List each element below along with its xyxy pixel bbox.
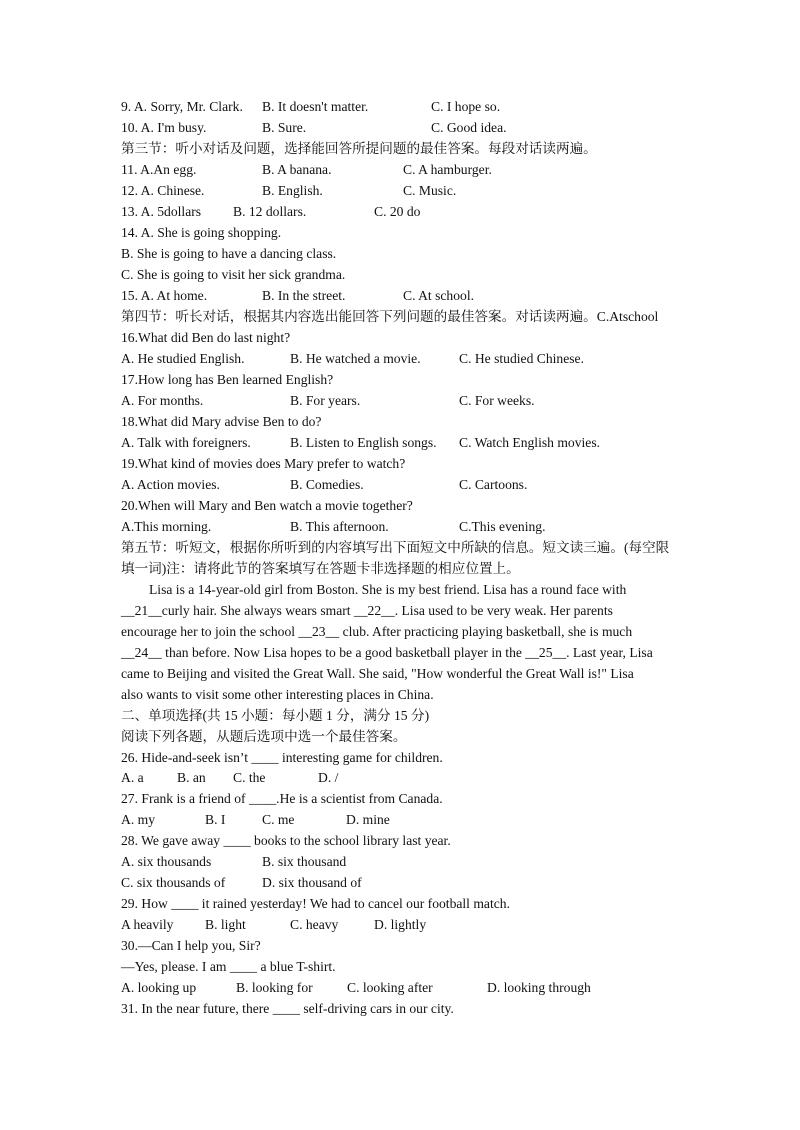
option-b[interactable]: B. 12 dollars. <box>233 204 307 219</box>
question-14-option-c[interactable]: C. She is going to visit her sick grandma. <box>121 267 346 282</box>
option-c[interactable]: C. looking after <box>347 980 433 995</box>
question-29-stem: 29. How ____ it rained yesterday! We had to cancel our football match. <box>121 896 510 911</box>
option-b[interactable]: B. In the street. <box>262 288 346 303</box>
option-d[interactable]: D. looking through <box>487 980 591 995</box>
question-17-stem: 17.How long has Ben learned English? <box>121 372 334 387</box>
option-a[interactable]: 10. A. I'm busy. <box>121 120 207 135</box>
option-a[interactable]: 11. A.An egg. <box>121 162 197 177</box>
option-a[interactable]: A. Talk with foreigners. <box>121 435 251 450</box>
option-c[interactable]: C.This evening. <box>459 519 546 534</box>
option-d[interactable]: D. / <box>318 770 339 785</box>
option-c[interactable]: C. Good idea. <box>431 120 507 135</box>
option-a[interactable]: A. Action movies. <box>121 477 220 492</box>
question-30-stem-2: —Yes, please. I am ____ a blue T-shirt. <box>121 959 336 974</box>
option-a[interactable]: A. my <box>121 812 155 827</box>
option-c[interactable]: C. For weeks. <box>459 393 535 408</box>
option-a[interactable]: A. a <box>121 770 144 785</box>
option-a[interactable]: A. six thousands <box>121 854 212 869</box>
option-a[interactable]: 15. A. At home. <box>121 288 208 303</box>
option-a[interactable]: A. He studied English. <box>121 351 245 366</box>
option-c[interactable]: C. Music. <box>403 183 457 198</box>
question-16-stem: 16.What did Ben do last night? <box>121 330 291 345</box>
passage-line: came to Beijing and visited the Great Wall. She said, "How wonderful the Great Wall is!" Lisa <box>121 666 634 681</box>
option-b[interactable]: B. I <box>205 812 226 827</box>
option-c[interactable]: C. A hamburger. <box>403 162 492 177</box>
option-c[interactable]: C. the <box>233 770 266 785</box>
option-b[interactable]: B. This afternoon. <box>290 519 389 534</box>
option-b[interactable]: B. He watched a movie. <box>290 351 421 366</box>
option-a[interactable]: A. looking up <box>121 980 197 995</box>
option-b[interactable]: B. light <box>205 917 246 932</box>
option-c[interactable]: C. At school. <box>403 288 474 303</box>
question-31-stem: 31. In the near future, there ____ self-driving cars in our city. <box>121 1001 454 1016</box>
passage-line: __21__curly hair. She always wears smart __22__. Lisa used to be very weak. Her parents <box>121 603 613 618</box>
section-3-instruction: 第三节：听小对话及问题，选择能回答所提问题的最佳答案。每段对话读两遍。 <box>121 141 597 156</box>
option-a[interactable]: A. For months. <box>121 393 204 408</box>
passage-line: Lisa is a 14-year-old girl from Boston. She is my best friend. Lisa has a round face with <box>149 582 627 597</box>
question-19-stem: 19.What kind of movies does Mary prefer to watch? <box>121 456 406 471</box>
passage-line: __24__ than before. Now Lisa hopes to be a good basketball player in the __25__. Last year, Lisa <box>121 645 653 660</box>
option-c[interactable]: C. I hope so. <box>431 99 501 114</box>
option-b[interactable]: B. English. <box>262 183 323 198</box>
part-2-heading: 二、单项选择(共 15 小题：每小题 1 分，满分 15 分) <box>121 708 430 723</box>
option-c[interactable]: C. Cartoons. <box>459 477 528 492</box>
option-b[interactable]: B. A banana. <box>262 162 332 177</box>
section-4-instruction: 第四节：听长对话，根据其内容选出能回答下列问题的最佳答案。对话读两遍。C.Atschool <box>121 309 659 324</box>
option-a[interactable]: 13. A. 5dollars <box>121 204 202 219</box>
option-c[interactable]: C. heavy <box>290 917 339 932</box>
question-18-stem: 18.What did Mary advise Ben to do? <box>121 414 322 429</box>
option-b[interactable]: B. For years. <box>290 393 361 408</box>
section-5-instruction-line-1: 第五节：听短文，根据你所听到的内容填写出下面短文中所缺的信息。短文读三遍。(每空限 <box>121 540 670 555</box>
question-26-stem: 26. Hide-and-seek isn’t ____ interesting game for children. <box>121 750 443 765</box>
option-b[interactable]: B. It doesn't matter. <box>262 99 369 114</box>
question-28-stem: 28. We gave away ____ books to the school library last year. <box>121 833 451 848</box>
option-a[interactable]: A heavily <box>121 917 174 932</box>
option-b[interactable]: B. an <box>177 770 206 785</box>
question-30-stem: 30.—Can I help you, Sir? <box>121 938 261 953</box>
question-27-stem: 27. Frank is a friend of ____.He is a scientist from Canada. <box>121 791 443 806</box>
option-c[interactable]: C. six thousands of <box>121 875 226 890</box>
option-a[interactable]: 12. A. Chinese. <box>121 183 205 198</box>
question-14-option-a[interactable]: 14. A. She is going shopping. <box>121 225 282 240</box>
passage-line: encourage her to join the school __23__ club. After practicing playing basketball, she is much <box>121 624 633 639</box>
option-b[interactable]: B. Comedies. <box>290 477 364 492</box>
option-d[interactable]: D. lightly <box>374 917 427 932</box>
option-b[interactable]: B. Sure. <box>262 120 307 135</box>
section-5-instruction-line-2: 填一词)注：请将此节的答案填写在答题卡非选择题的相应位置上。 <box>121 561 520 576</box>
passage-line: also wants to visit some other interesting places in China. <box>121 687 434 702</box>
option-d[interactable]: D. mine <box>346 812 390 827</box>
option-a[interactable]: 9. A. Sorry, Mr. Clark. <box>121 99 243 114</box>
option-c[interactable]: C. me <box>262 812 295 827</box>
option-c[interactable]: C. He studied Chinese. <box>459 351 584 366</box>
question-14-option-b[interactable]: B. She is going to have a dancing class. <box>121 246 337 261</box>
option-c[interactable]: C. 20 do <box>374 204 421 219</box>
option-d[interactable]: D. six thousand of <box>262 875 362 890</box>
option-b[interactable]: B. six thousand <box>262 854 347 869</box>
option-b[interactable]: B. looking for <box>236 980 313 995</box>
option-c[interactable]: C. Watch English movies. <box>459 435 601 450</box>
question-20-stem: 20.When will Mary and Ben watch a movie together? <box>121 498 413 513</box>
option-b[interactable]: B. Listen to English songs. <box>290 435 437 450</box>
option-a[interactable]: A.This morning. <box>121 519 212 534</box>
part-2-instruction: 阅读下列各题，从题后选项中选一个最佳答案。 <box>121 729 407 744</box>
